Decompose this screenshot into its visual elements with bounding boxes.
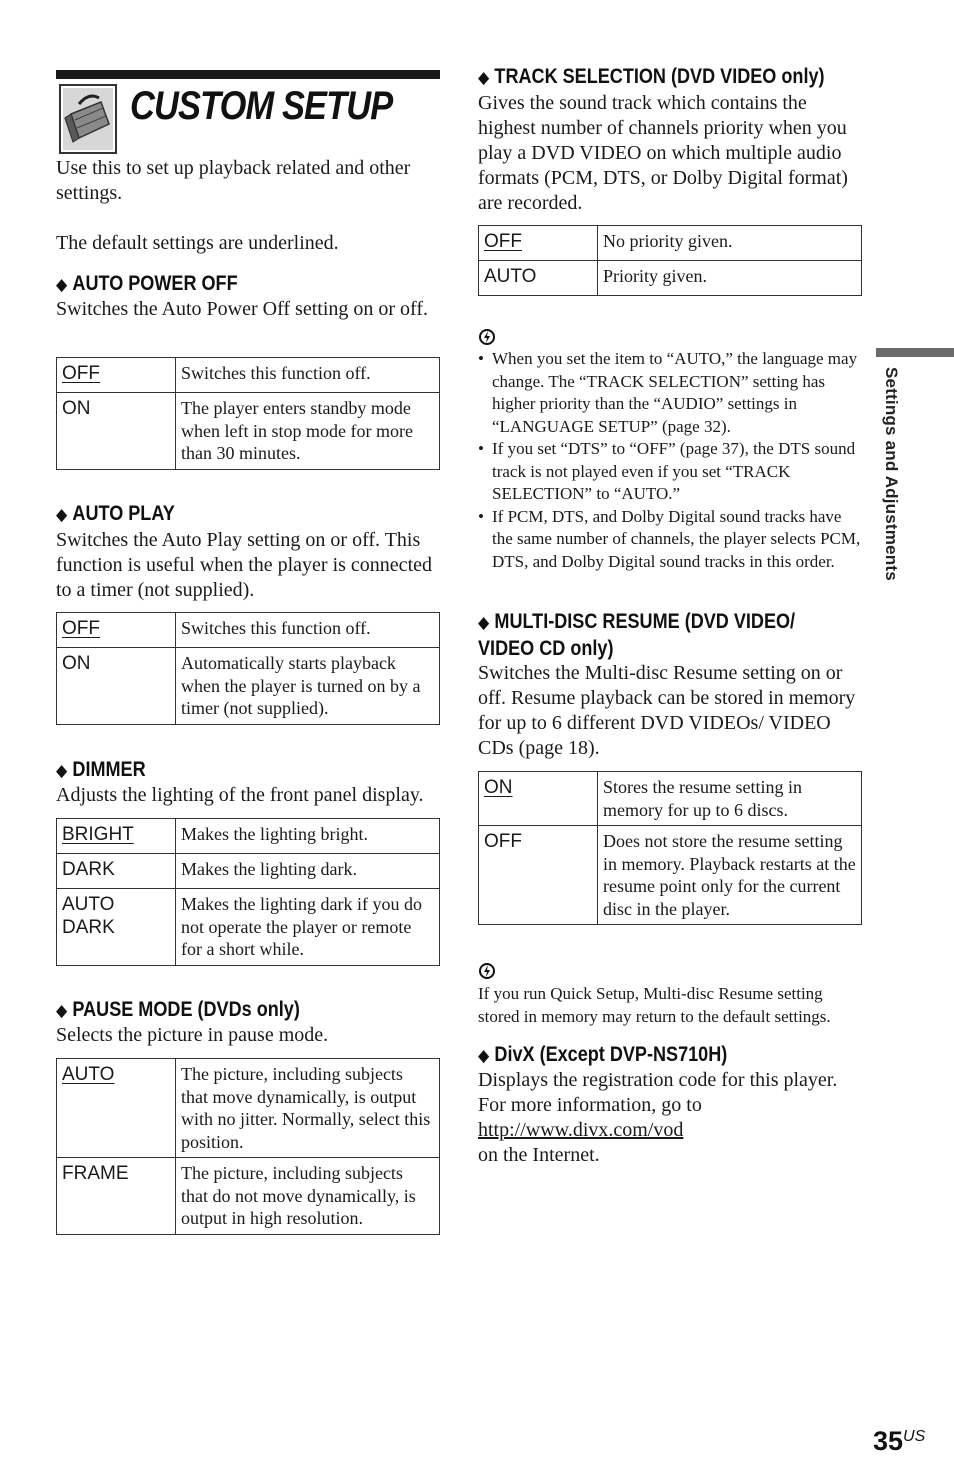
- toolbox-icon: [59, 84, 117, 154]
- page-number: 35US: [873, 1426, 926, 1456]
- section-desc: Gives the sound track which contains the highest number of channels priority when you play a DVD VIDEO on which multiple audio formats (PCM, DTS, or Dolby Digital format) are recorded.: [478, 92, 848, 214]
- list-item: • If you set “DTS” to “OFF” (page 37), the DTS sound track is not played even if you set “TRACK SELECTION” to “AUTO.”: [478, 438, 862, 506]
- section-desc: Switches the Auto Power Off setting on or off.: [56, 298, 429, 320]
- section-heading-multi-disc-resume: ◆ MULTI-DISC RESUME (DVD VIDEO/ VIDEO CD only): [478, 610, 796, 660]
- option-value: Makes the lighting bright.: [176, 819, 440, 854]
- table-row: [57, 613, 440, 648]
- table-row: [479, 261, 862, 296]
- option-key: ON: [57, 648, 176, 725]
- option-value: Priority given.: [598, 261, 862, 296]
- list-item: • If PCM, DTS, and Dolby Digital sound tracks have the same number of channels, the player selects PCM, DTS, and Dolby Digital sound tracks in this order.: [478, 506, 862, 574]
- options-table-auto-play: [56, 612, 440, 725]
- option-key: BRIGHT: [57, 819, 176, 854]
- options-table-dimmer: [56, 818, 440, 966]
- option-key: OFF: [57, 358, 176, 393]
- notes-list-track-selection: [478, 348, 862, 573]
- option-value: Makes the lighting dark if you do not operate the player or remote for a short while.: [176, 889, 440, 966]
- table-row: [57, 1059, 440, 1158]
- table-row: [479, 826, 862, 925]
- page-title: CUSTOM SETUP: [130, 84, 393, 128]
- section-desc: Displays the registration code for this player. For more information, go to http://www.divx.com/vod on the Internet.: [478, 1069, 838, 1166]
- section-heading-pause-mode: ◆ PAUSE MODE (DVDs only): [56, 998, 300, 1021]
- section-desc: Switches the Auto Play setting on or off. This function is useful when the player is connected to a timer (not supplied).: [56, 529, 432, 601]
- option-key: AUTO DARK: [57, 889, 176, 966]
- table-row: [479, 772, 862, 826]
- option-value: The player enters standby mode when left in stop mode for more than 30 minutes.: [176, 393, 440, 470]
- table-row: [57, 1158, 440, 1235]
- table-row: [57, 648, 440, 725]
- option-key: ON: [57, 393, 176, 470]
- options-table-auto-power-off: [56, 357, 440, 470]
- table-row: [479, 226, 862, 261]
- option-key: OFF: [479, 826, 598, 925]
- diamond-icon: ◆: [56, 1001, 68, 1020]
- note-multi-disc: If you run Quick Setup, Multi-disc Resume setting stored in memory may return to the default settings.: [478, 984, 831, 1026]
- section-desc: Adjusts the lighting of the front panel display.: [56, 784, 424, 806]
- divx-link[interactable]: http://www.divx.com/vod: [478, 1119, 684, 1141]
- section-desc: Selects the picture in pause mode.: [56, 1024, 329, 1046]
- options-table-track-selection: [478, 225, 862, 296]
- section-desc: Switches the Multi-disc Resume setting on or off. Resume playback can be stored in memory for up to 6 different DVD VIDEOs/ VIDEO CDs (page 18).: [478, 662, 856, 759]
- note-icon: [479, 962, 495, 980]
- section-heading-dimmer: ◆ DIMMER: [56, 758, 146, 781]
- option-key: AUTO: [479, 261, 598, 296]
- option-value: The picture, including subjects that do not move dynamically, is output in high resolution.: [176, 1158, 440, 1235]
- table-row: [57, 819, 440, 854]
- side-tab-bar: [876, 348, 954, 357]
- option-key: AUTO: [57, 1059, 176, 1158]
- note-icon: [479, 328, 495, 346]
- option-value: Stores the resume setting in memory for up to 6 discs.: [598, 772, 862, 826]
- diamond-icon: ◆: [56, 761, 68, 780]
- default-note: The default settings are underlined.: [56, 232, 339, 254]
- options-table-pause-mode: [56, 1058, 440, 1235]
- option-key: ON: [479, 772, 598, 826]
- option-value: Makes the lighting dark.: [176, 854, 440, 889]
- option-value: Switches this function off.: [176, 358, 440, 393]
- option-value: Switches this function off.: [176, 613, 440, 648]
- table-row: [57, 393, 440, 470]
- section-heading-auto-power-off: ◆ AUTO POWER OFF: [56, 272, 238, 295]
- list-item: • When you set the item to “AUTO,” the language may change. The “TRACK SELECTION” setting has higher priority than the “AUDIO” settings in “LANGUAGE SETUP” (page 32).: [478, 348, 862, 438]
- option-key: OFF: [57, 613, 176, 648]
- table-row: [57, 358, 440, 393]
- title-rule: [56, 70, 440, 79]
- section-heading-auto-play: ◆ AUTO PLAY: [56, 502, 175, 525]
- intro-text: Use this to set up playback related and other settings.: [56, 157, 411, 204]
- option-value: The picture, including subjects that move dynamically, is output with no jitter. Normally, select this position.: [176, 1059, 440, 1158]
- option-value: Automatically starts playback when the player is turned on by a timer (not supplied).: [176, 648, 440, 725]
- diamond-icon: ◆: [478, 1046, 490, 1065]
- diamond-icon: ◆: [478, 68, 490, 87]
- options-table-multi-disc-resume: [478, 771, 862, 925]
- table-row: [57, 889, 440, 966]
- diamond-icon: ◆: [478, 613, 490, 632]
- section-heading-divx: ◆ DivX (Except DVP-NS710H): [478, 1043, 728, 1066]
- table-row: [57, 854, 440, 889]
- option-value: No priority given.: [598, 226, 862, 261]
- diamond-icon: ◆: [56, 505, 68, 524]
- option-key: FRAME: [57, 1158, 176, 1235]
- option-key: OFF: [479, 226, 598, 261]
- option-value: Does not store the resume setting in memory. Playback restarts at the resume point only for the current disc in the player.: [598, 826, 862, 925]
- section-heading-track-selection: ◆ TRACK SELECTION (DVD VIDEO only): [478, 65, 825, 88]
- side-tab-label: Settings and Adjustments: [882, 367, 901, 581]
- diamond-icon: ◆: [56, 275, 68, 294]
- option-key: DARK: [57, 854, 176, 889]
